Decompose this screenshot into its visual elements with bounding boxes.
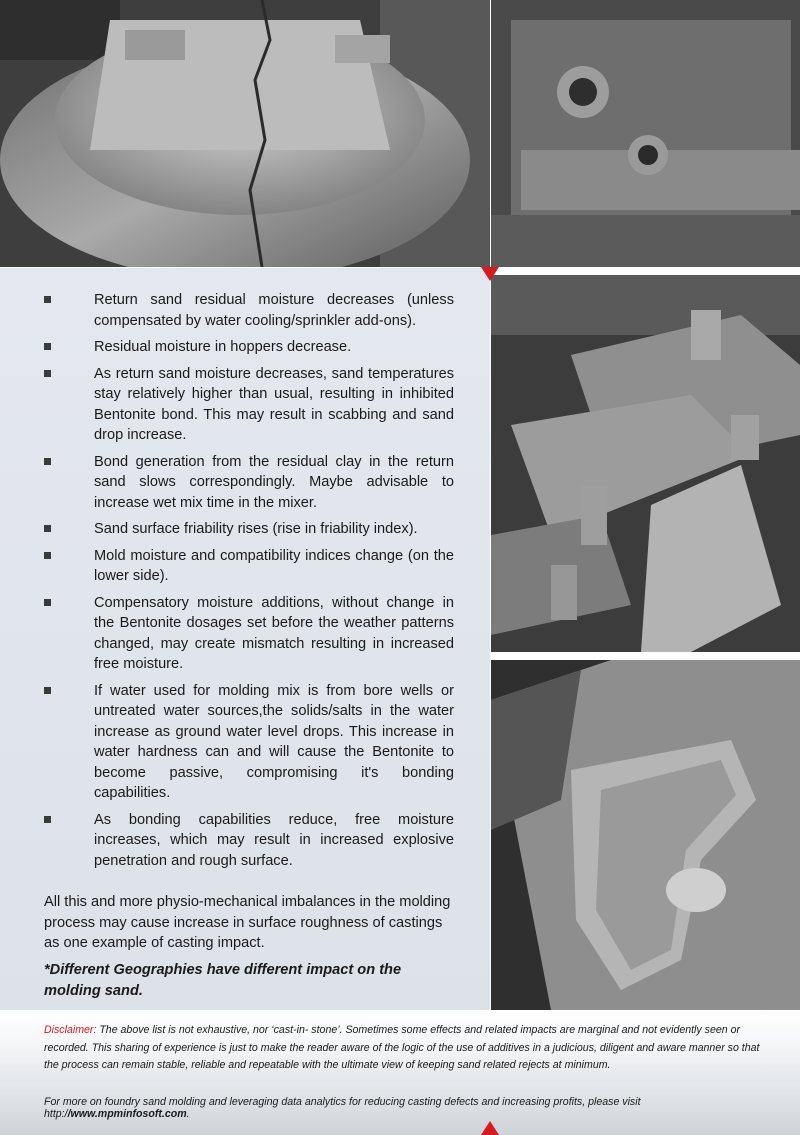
list-item [44, 546, 454, 587]
bullet-square-icon [44, 599, 51, 606]
list-item-text: Sand surface friability rises (rise in friability index). [94, 521, 418, 537]
cracked-casting-photo [0, 0, 490, 267]
list-item [44, 519, 454, 540]
rough-surface-casting-photo [491, 660, 800, 1010]
list-item [44, 810, 454, 872]
red-triangle-marker-icon [481, 1121, 499, 1135]
footer-end: . [186, 1108, 190, 1120]
geographies-footnote: *Different Geographies have different impact on the molding sand. [44, 962, 402, 999]
list-item-text: Return sand residual moisture decreases (unless compensated by water cooling/sprinkler add-ons). [94, 292, 454, 329]
list-item [44, 364, 454, 446]
disclaimer-label: Disclaimer: [44, 1024, 97, 1036]
bullet-square-icon [44, 343, 51, 350]
effects-bullet-list [44, 290, 454, 877]
bullet-square-icon [44, 296, 51, 303]
footer-lead-text: For more on foundry sand molding and leveraging data analytics for reducing casting defects and increasing profits, please visit http:/ [44, 1096, 641, 1120]
website-link[interactable]: /www.mpminfosoft.com [67, 1108, 187, 1120]
red-triangle-marker-icon [481, 267, 499, 281]
list-item [44, 290, 454, 331]
bullet-square-icon [44, 687, 51, 694]
bullet-square-icon [44, 816, 51, 823]
list-item [44, 337, 454, 358]
list-item [44, 681, 454, 804]
footer-band [0, 1082, 800, 1135]
list-item-text: If water used for molding mix is from bore wells or untreated water sources,the solids/salts in the water increase as ground water level drops. This increase in water hardness can and will cause the Bentonite to become passive, compromising it's bonding capabilities. [94, 682, 454, 801]
disclaimer-band [0, 1010, 800, 1082]
bullet-square-icon [44, 552, 51, 559]
list-item-text: As return sand moisture decreases, sand temperatures stay relatively higher than usual, resulting in inhibited Bentonite bond. This may result in scabbing and sand drop increase. [94, 365, 454, 443]
list-item [44, 593, 454, 675]
summary-paragraph: All this and more physio-mechanical imbalances in the molding process may cause increase in surface roughness of castings as one example of casting impact. [44, 894, 451, 951]
list-item-text: Compensatory moisture additions, without change in the Bentonite dosages set before the weather patterns changed, may create mismatch resulting in increased free moisture. [94, 594, 454, 672]
bullet-square-icon [44, 525, 51, 532]
text-panel [0, 268, 490, 1010]
bullet-square-icon [44, 370, 51, 377]
list-item-text: Mold moisture and compatibility indices change (on the lower side). [94, 547, 454, 584]
list-item-text: As bonding capabilities reduce, free moisture increases, which may result in increased explosive penetration and rough surface. [94, 811, 454, 869]
list-item-text: Bond generation from the residual clay in the return sand slows correspondingly. Maybe advisable to increase wet mix time in the mixer. [94, 453, 454, 511]
porous-casting-surface-photo [491, 0, 800, 267]
bullet-square-icon [44, 458, 51, 465]
disclaimer-paragraph [44, 1022, 762, 1075]
list-item [44, 452, 454, 514]
list-item-text: Residual moisture in hoppers decrease. [94, 339, 352, 355]
footer-text [44, 1096, 774, 1120]
castings-rack-photo [491, 275, 800, 652]
disclaimer-text: The above list is not exhaustive, nor ‘cast-in- stone’. Sometimes some effects and related impacts are marginal and not evidently seen or recorded. This sharing of experience is just to make the reader aware of the logic of the use of additives in a judicious, diligent and aware manner so that the process can remain stable, reliable and repeatable with the ultimate view of keeping sand related rejects at minimum. [44, 1024, 760, 1071]
